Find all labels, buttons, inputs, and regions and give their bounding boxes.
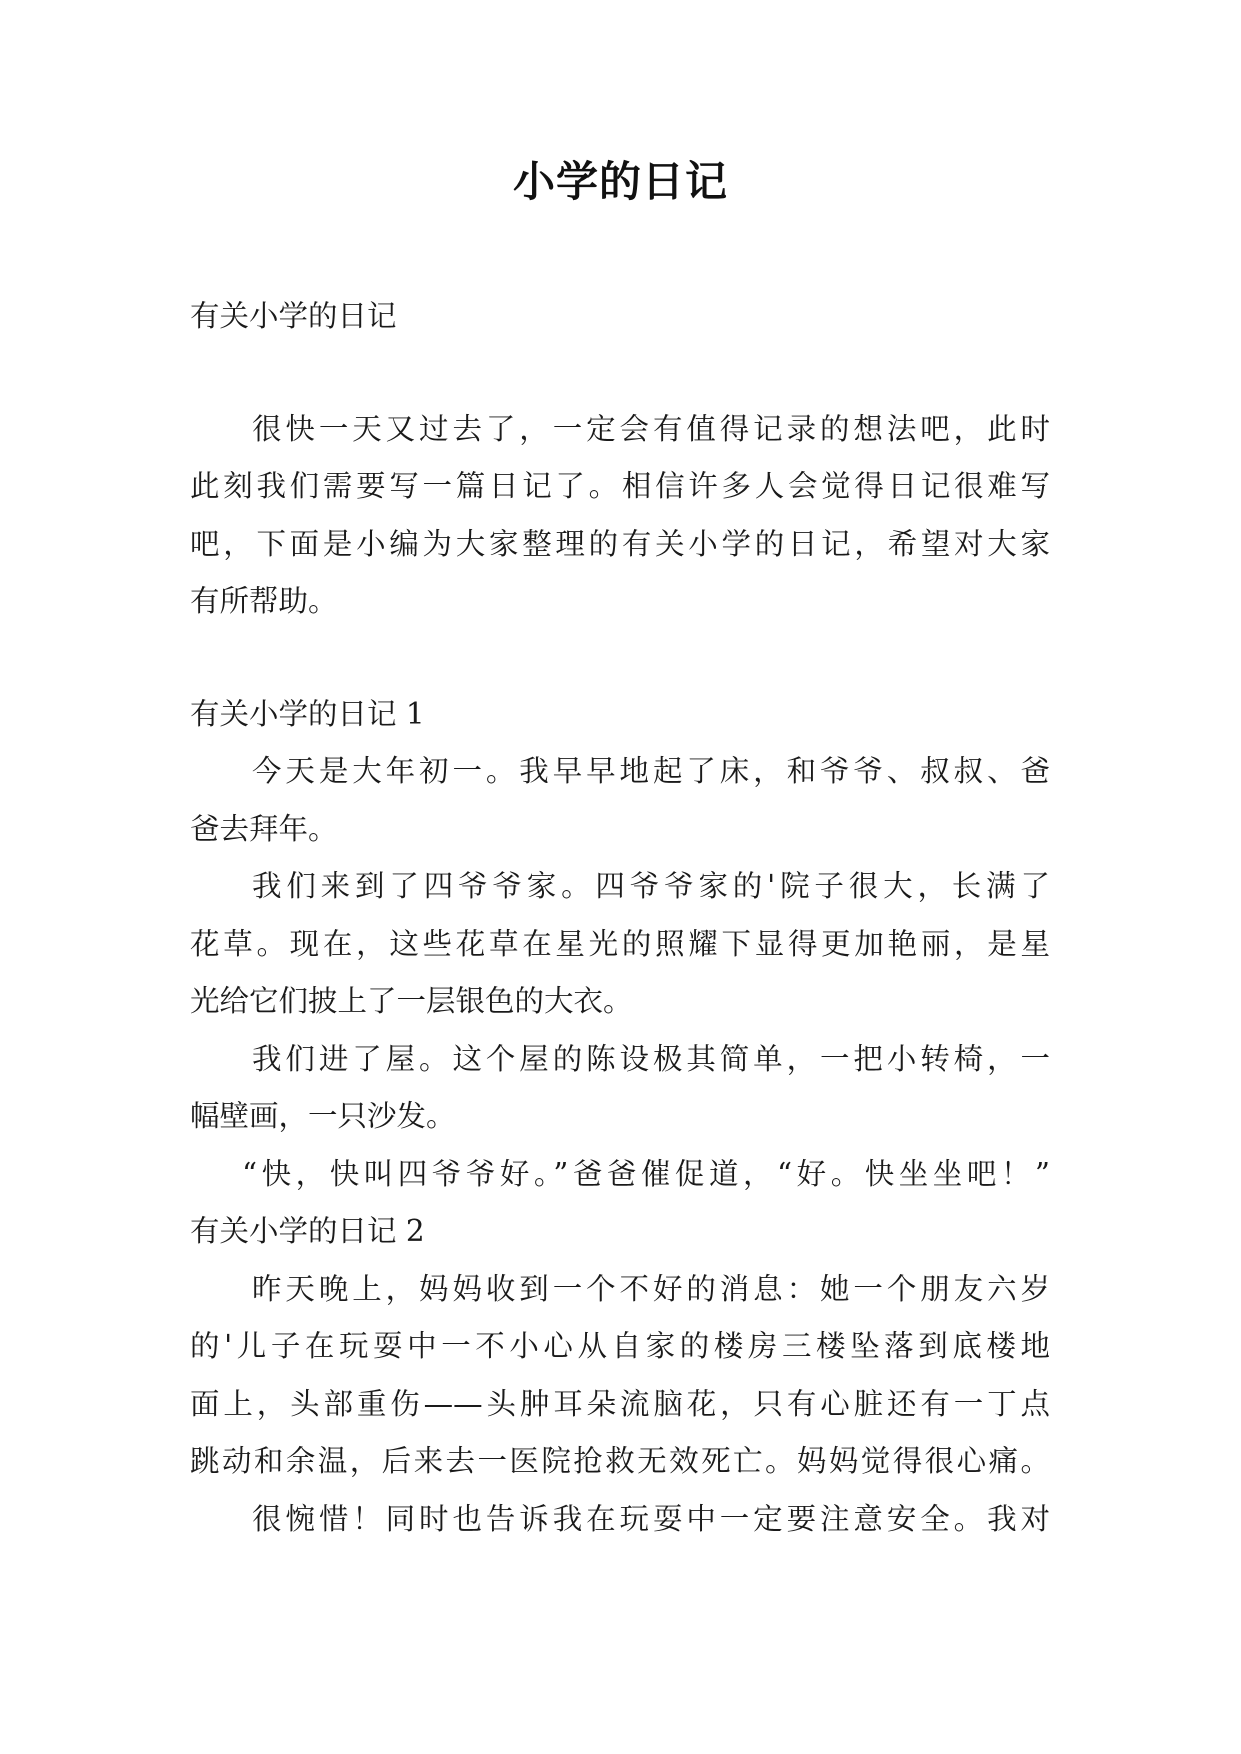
intro-paragraph bbox=[190, 401, 1050, 631]
paragraph bbox=[190, 1261, 1050, 1491]
text-line: 很快一天又过去了，一定会有值得记录的想法吧，此时 bbox=[252, 411, 1050, 446]
text-line: 的'儿子在玩耍中一不小心从自家的楼房三楼坠落到底楼地 bbox=[190, 1329, 1050, 1363]
paragraph bbox=[190, 1491, 1050, 1549]
text-line: 幅壁画，一只沙发。 bbox=[190, 1099, 456, 1133]
text-line: 爸去拜年。 bbox=[190, 811, 338, 846]
text-line: 吧，下面是小编为大家整理的有关小学的日记，希望对大家 bbox=[190, 526, 1050, 561]
spacer bbox=[190, 346, 1050, 401]
section-heading: 有关小学的日记 1 bbox=[190, 696, 425, 731]
text-line: 有所帮助。 bbox=[190, 584, 338, 618]
text-line: 昨天晚上，妈妈收到一个不好的消息：她一个朋友六岁 bbox=[252, 1271, 1050, 1306]
text-line: 面上，头部重伤——头肿耳朵流脑花，只有心脏还有一丁点 bbox=[190, 1386, 1050, 1421]
text-line: 光给它们披上了一层银色的大衣。 bbox=[190, 984, 633, 1018]
subtitle: 有关小学的日记 bbox=[190, 299, 397, 333]
spacer bbox=[190, 631, 1050, 686]
document-title: 小学的日记 bbox=[512, 157, 728, 206]
paragraph bbox=[190, 858, 1050, 1031]
paragraph bbox=[190, 743, 1050, 858]
section-1 bbox=[190, 686, 1050, 1204]
text-line: “快，快叫四爷爷好。”爸爸催促道，“好。快坐坐吧！” bbox=[242, 1156, 1050, 1191]
text-line: 跳动和余温，后来去一医院抢救无效死亡。妈妈觉得很心痛。 bbox=[190, 1444, 1050, 1478]
section-2 bbox=[190, 1203, 1050, 1548]
paragraph bbox=[190, 1146, 1050, 1204]
section-heading: 有关小学的日记 2 bbox=[190, 1214, 425, 1248]
text-line: 此刻我们需要写一篇日记了。相信许多人会觉得日记很难写 bbox=[190, 469, 1050, 503]
text-line: 我们来到了四爷爷家。四爷爷家的'院子很大，长满了 bbox=[252, 869, 1050, 903]
text-line: 花草。现在，这些花草在星光的照耀下显得更加艳丽，是星 bbox=[190, 926, 1050, 961]
text-line: 很惋惜！同时也告诉我在玩耍中一定要注意安全。我对 bbox=[252, 1501, 1050, 1536]
paragraph bbox=[190, 1031, 1050, 1146]
document-body bbox=[190, 288, 1050, 1548]
text-line: 今天是大年初一。我早早地起了床，和爷爷、叔叔、爸 bbox=[252, 754, 1050, 788]
text-line: 我们进了屋。这个屋的陈设极其简单，一把小转椅，一 bbox=[252, 1041, 1050, 1076]
